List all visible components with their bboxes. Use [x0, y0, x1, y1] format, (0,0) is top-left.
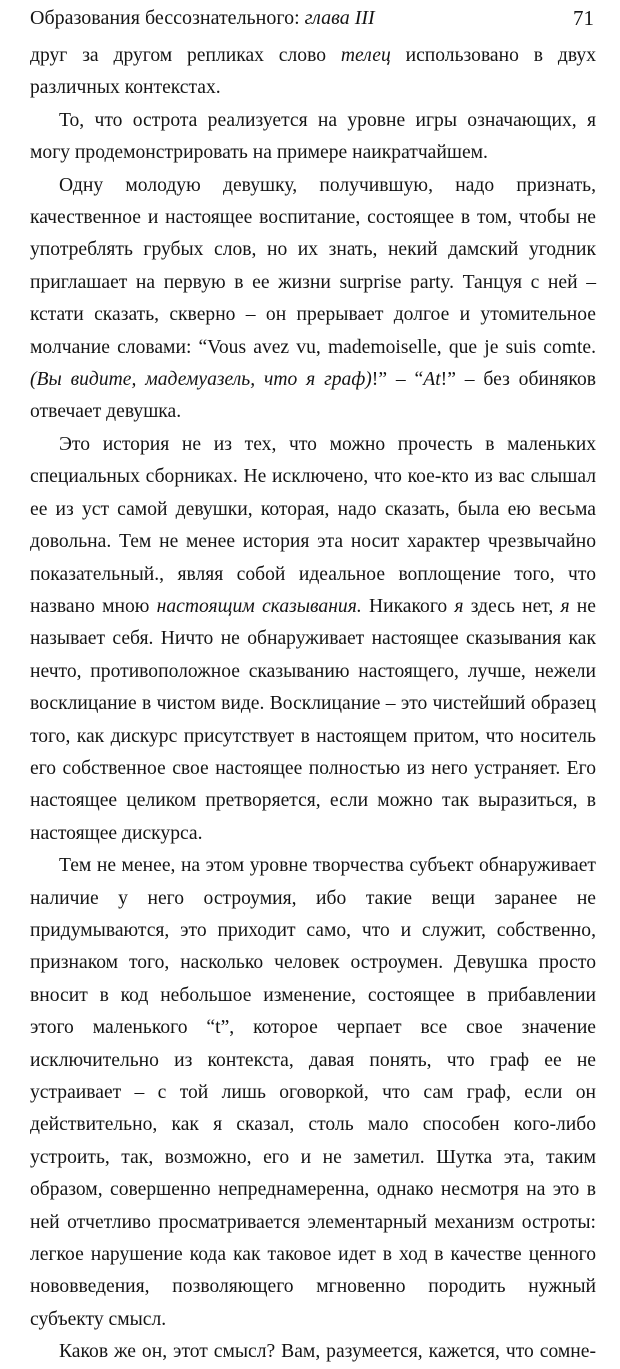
paragraph-4	[30, 429, 596, 850]
paragraph-3-text: Одну молодую девушку, получившую, надо признать, качественное и настоящее воспитание, состоящее в том, чтобы не употреблять грубых слов, но их знать, некий дамский угодник приглашает на первую в ее жизни surprise party. Танцуя с ней – кстати сказать, скверно – он прерывает долгое и утомительное молчание словами: “Vous avez vu, mademoiselle, que je suis comte.	[30, 174, 596, 358]
paragraph-1-emphasis: телец	[340, 45, 391, 66]
page-number: 71	[573, 6, 594, 30]
paragraph-4-emphasis-term: настоящим сказывания.	[156, 595, 362, 617]
paragraph-1	[30, 40, 596, 105]
paragraph-3-emphasis-reply: At	[423, 369, 441, 391]
paragraph-1-text: друг за другом репликах слово	[30, 45, 341, 66]
running-title-chapter: глава III	[304, 7, 375, 29]
running-head	[30, 4, 596, 36]
paragraph-3-emphasis-translation: (Вы видите, мадемуазель, что я граф)	[30, 369, 372, 391]
running-title	[30, 4, 375, 32]
paragraph-2: То, что острота реализуется на уровне игры означающих, я могу продемонстрировать на примере наикратчайшем.	[30, 109, 596, 164]
paragraph-5: Тем не менее, на этом уровне творчества субъект обнаруживает наличие у него остроумия, ибо такие вещи заранее не придумываются, это приходит само, что и служит, собственно, признаком того, насколько человек остроумен. Девушка просто вносит в код небольшое изменение, состоящее в прибавлении этого маленького “t”, которое черпает все свое значение исключительно из контекста, давая понять, что граф ее не устраивает – с той лишь оговоркой, что сам граф, если он действительно, как я сказал, столь мало способен кого-либо устроить, так, возможно, его и не заметил. Шутка эта, таким образом, совершенно непреднамеренна, однако несмотря на это в ней отчетливо просматривается элементарный механизм остроты: легкое нарушение кода как таковое идет в ход в качестве ценного нововведения, позволяющего мгновенно породить нужный субъекту смысл.	[30, 855, 596, 1330]
paragraph-4-text-3: здесь нет,	[463, 595, 561, 617]
paragraph-4-text-2: Никакого	[361, 595, 455, 617]
running-title-text: Образования бессознательного:	[30, 7, 305, 29]
paragraph-3	[30, 170, 596, 429]
paragraph-4-emphasis-i-2: я	[560, 595, 570, 617]
paragraph-3-quote: !” – “	[371, 369, 424, 391]
book-page	[30, 0, 597, 1363]
paragraph-1-end: использовано в двух различных контекстах.	[30, 45, 597, 99]
body-text	[30, 40, 596, 1369]
paragraph-4-text: Это история не из тех, что можно прочесть в маленьких специальных сборниках. Не исключено, что кое-кто из вас слышал ее из уст самой девушки, которая, надо сказать, была ею весьма довольна. Тем не менее история эта носит характер чрезвычайно показательный., являя собой идеальное воплощение того, что названо мною	[30, 433, 596, 617]
paragraph-3-end: !” – без обиняков отвечает девушка.	[30, 369, 596, 423]
paragraph-4-text-4: не называет себя. Ничто не обнаруживает настоящее сказывания как нечто, противоположное сказыванию настоящего, лучше, нежели восклицание в чистом виде. Восклицание – это чистейший образец того, как дискурс присутствует в настоящем притом, что носитель его собственное свое настоящее полностью из него устраняет. Его настоящее целиком претворяется, если можно так выразиться, в настоящее дискурса.	[30, 595, 596, 844]
paragraph-6: Каков же он, этот смысл? Вам, разумеется, кажется, что сомне-	[59, 1341, 596, 1363]
paragraph-4-emphasis-i-1: я	[454, 595, 464, 617]
